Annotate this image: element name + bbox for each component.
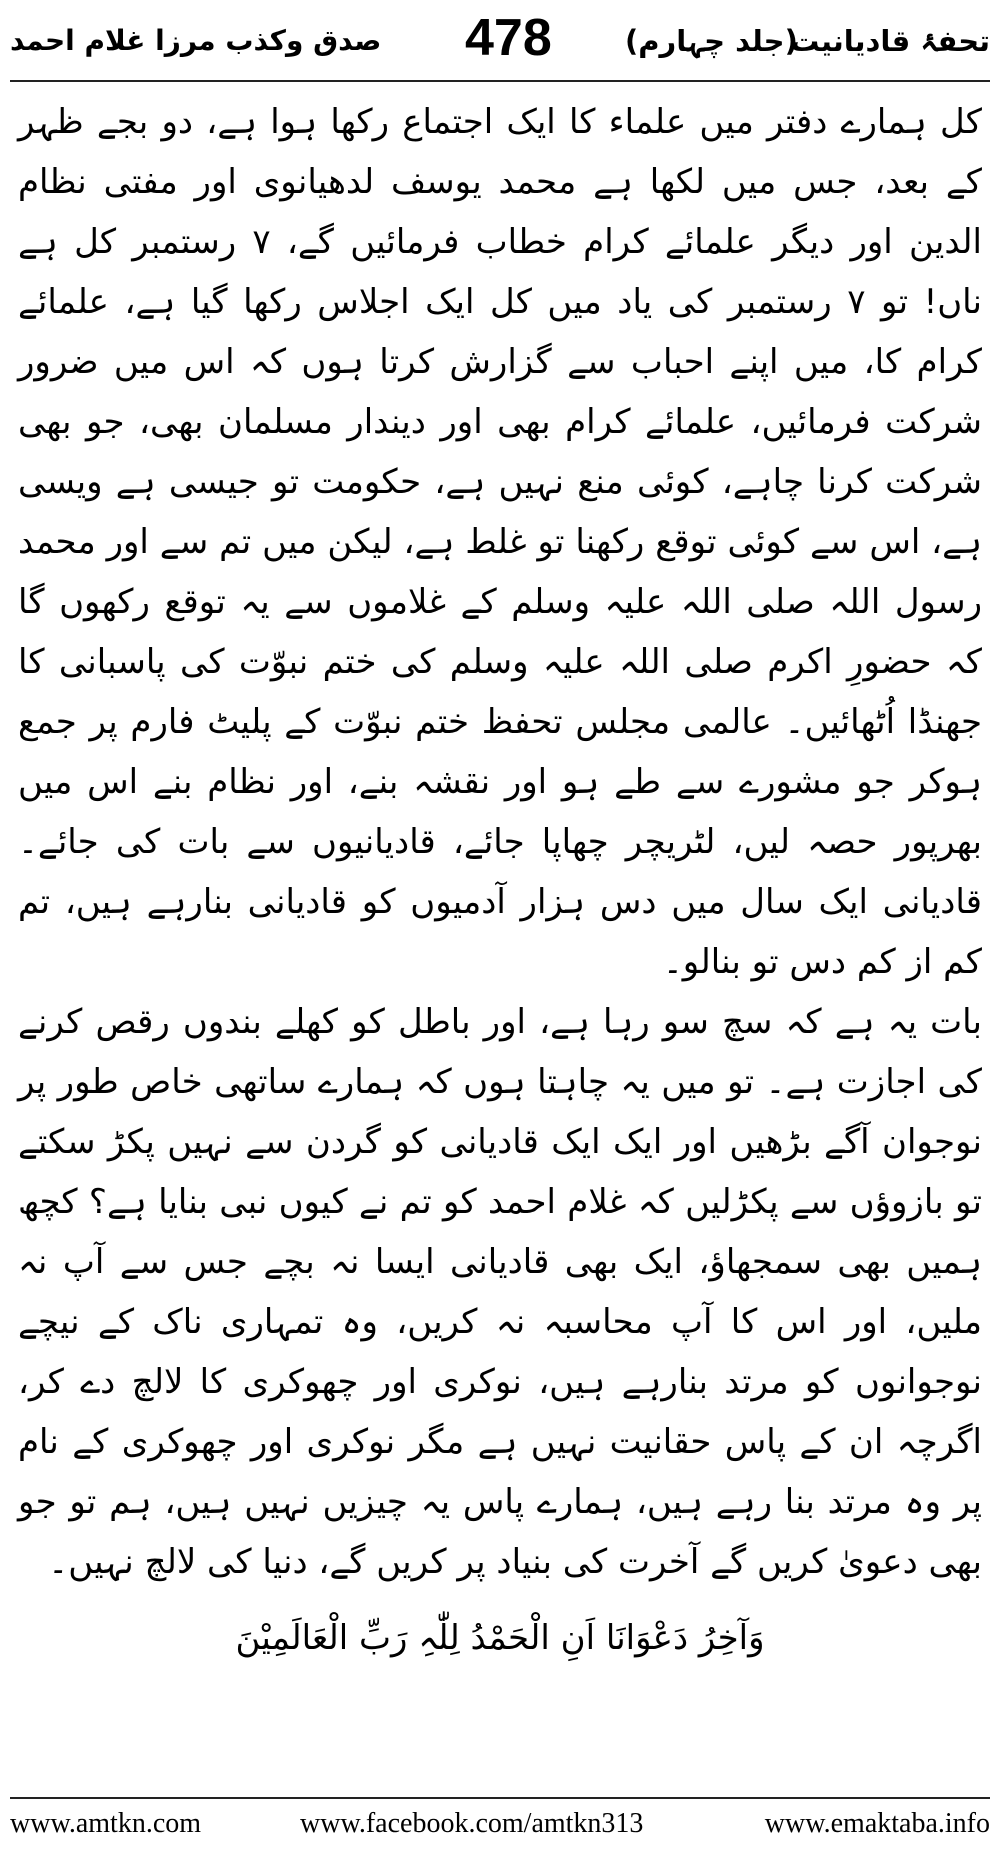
header-chapter-title: صدق وکذب مرزا غلام احمد [10,24,382,57]
body-paragraph-2: بات یہ ہے کہ سچ سو رہا ہے، اور باطل کو کھلے بندوں رقص کرنے کی اجازت ہے۔ تو میں یہ چاہتا ہوں کہ ہمارے ساتھی خاص طور پر نوجوان آگے بڑھیں اور ایک ایک قادیانی کو گردن سے نہیں پکڑ سکتے تو بازوؤں سے پکڑلیں کہ غلام احمد کو تم نے کیوں نبی بنایا ہے؟ کچھ ہمیں بھی سمجھاؤ، ایک بھی قادیانی ایسا نہ بچے جس سے آپ نہ ملیں، اور اس کا آپ محاسبہ نہ کریں، وہ تمہاری ناک کے نیچے نوجوانوں کو مرتد بنارہے ہیں، نوکری اور چھوکری کا لالچ دے کر، اگرچہ ان کے پاس حقانیت نہیں ہے مگر نوکری اور چھوکری کے نام پر وہ مرتد بنا رہے ہیں، ہمارے پاس یہ چیزیں نہیں ہیں، ہم تو جو بھی دعویٰ کریں گے آخرت کی بنیاد پر کریں گے، دنیا کی لالچ نہیں۔ [18,1002,982,1582]
header-volume: (جلد چہارم) [625,24,798,58]
header-book-title: تحفۂ قادیانیت [790,24,990,58]
page-number: 478 [465,9,552,67]
footer-link-facebook[interactable]: www.facebook.com/amtkn313 [300,1808,644,1839]
page-footer [10,1808,990,1844]
body-paragraph-1: کل ہمارے دفتر میں علماء کا ایک اجتماع رکھا ہوا ہے، دو بجے ظہر کے بعد، جس میں لکھا ہے محمد یوسف لدھیانوی اور مفتی نظام الدین اور دیگر علمائے کرام خطاب فرمائیں گے، ۷ رستمبر کل ہے ناں! تو ۷ رستمبر کی یاد میں کل ایک اجلاس رکھا گیا ہے، علمائے کرام کا، میں اپنے احباب سے گزارش کرتا ہوں کہ اس میں ضرور شرکت فرمائیں، علمائے کرام بھی اور دیندار مسلمان بھی، جو بھی شرکت کرنا چاہے، کوئی منع نہیں ہے، حکومت تو جیسی ہے ویسی ہے، اس سے کوئی توقع رکھنا تو غلط ہے، لیکن میں تم سے اور محمد رسول اللہ صلی اللہ علیہ وسلم کے غلاموں سے یہ توقع رکھوں گا کہ حضورِ اکرم صلی اللہ علیہ وسلم کی ختم نبوّت کی پاسبانی کا جھنڈا اُٹھائیں۔ عالمی مجلس تحفظ ختم نبوّت کے پلیٹ فارم پر جمع ہوکر جو مشورے سے طے ہو اور نقشہ بنے، اور نظام بنے اس میں بھرپور حصہ لیں، لٹریچر چھاپا جائے، قادیانیوں سے بات کی جائے۔ قادیانی ایک سال میں دس ہزار آدمیوں کو قادیانی بنارہے ہیں، تم کم از کم دس تو بنالو۔ [18,102,982,982]
header-divider [10,80,990,82]
footer-link-amtkn[interactable]: www.amtkn.com [10,1808,202,1839]
page-body [18,92,982,1752]
footer-divider [10,1797,990,1799]
page-header [10,8,990,66]
footer-link-emaktaba[interactable]: www.emaktaba.info [764,1808,990,1839]
closing-dua: وَآخِرُ دَعْوَانَا اَنِ الْحَمْدُ لِلّٰہِ رَبِّ الْعَالَمِیْنَ [235,1618,765,1658]
